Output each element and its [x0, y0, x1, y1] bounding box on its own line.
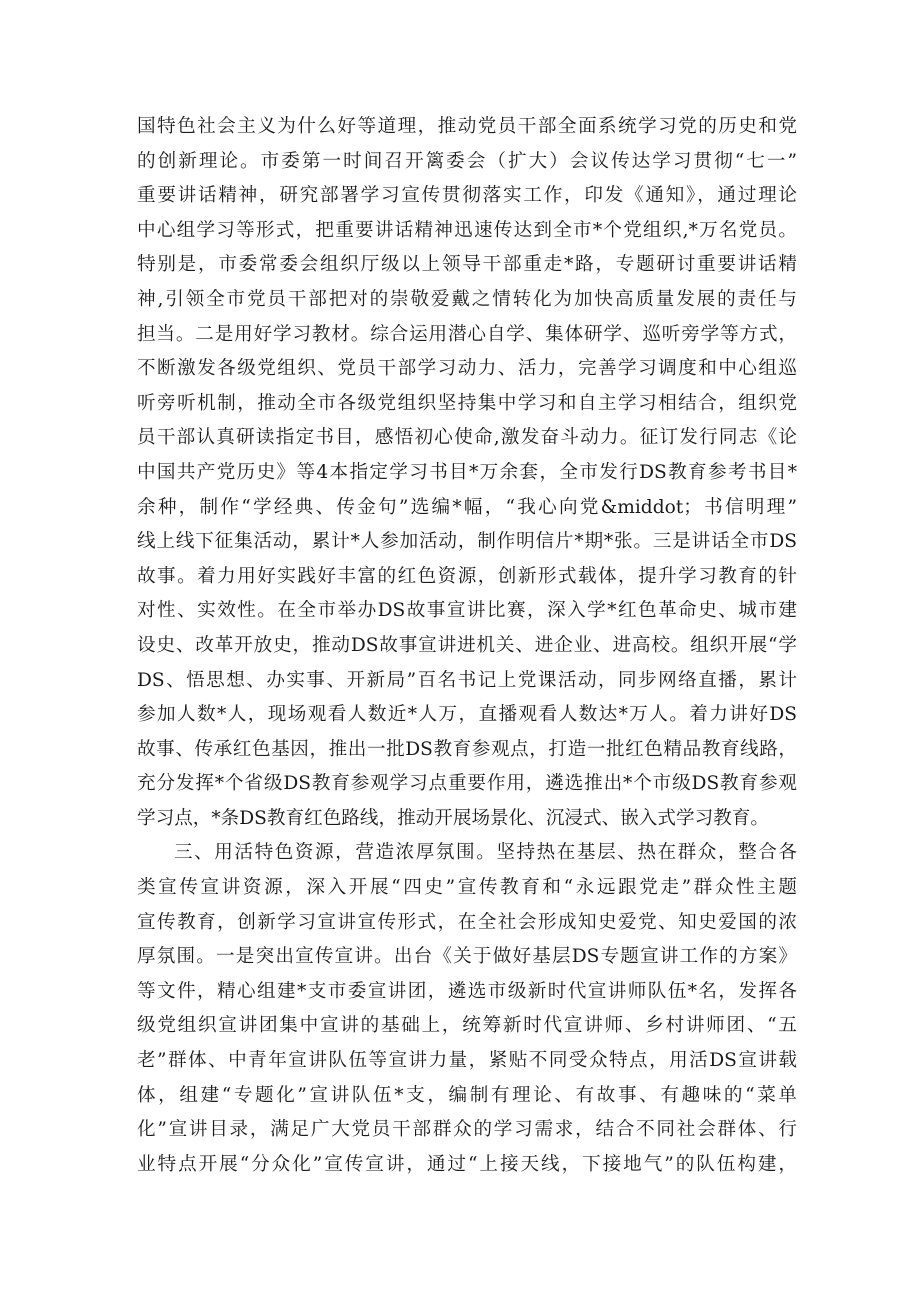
text-line: 级党组织宣讲团集中宣讲的基础上，统筹新时代宣讲师、乡村讲师团、“五 [137, 1015, 797, 1037]
text-line: DS、悟思想、办实事、开新局”百名书记上党课活动，同步网络直播，累计 [137, 669, 797, 691]
text-line: 类宣传宣讲资源，深入开展“四史”宣传教育和“永远跟党走”群众性主题 [137, 877, 797, 899]
text-line: 余种，制作“学经典、传金句”选编*幅，“我心向党&middot；书信明理” [137, 496, 797, 518]
text-line: 神,引领全市党员干部把对的崇敬爱戴之情转化为加快高质量发展的责任与 [137, 288, 797, 310]
text-line: 对性、实效性。在全市举办DS故事宣讲比赛，深入学*红色革命史、城市建 [137, 600, 797, 622]
text-line: 中心组学习等形式，把重要讲话精神迅速传达到全市*个党组织,*万名党员。 [137, 219, 797, 241]
text-line: 宣传教育，创新学习宣讲宣传形式，在全社会形成知史爱党、知史爱国的浓 [137, 911, 797, 933]
text-line: 故事、传承红色基因，推出一批DS教育参观点，打造一批红色精品教育线路， [137, 738, 797, 760]
document-body [137, 110, 797, 1182]
text-line: 员干部认真研读指定书目，感悟初心使命,激发奋斗动力。征订发行同志《论 [137, 427, 797, 449]
text-line: 等文件，精心组建*支市委宣讲团，遴选市级新时代宣讲师队伍*名，发挥各 [137, 980, 797, 1002]
text-line: 线上线下征集活动，累计*人参加活动，制作明信片*期*张。三是讲话全市DS [137, 531, 797, 553]
text-line: 特别是，市委常委会组织厅级以上领导干部重走*路，专题研讨重要讲话精 [137, 254, 797, 276]
text-line: 厚氛围。一是突出宣传宣讲。出台《关于做好基层DS专题宣讲工作的方案》 [137, 946, 797, 968]
text-line: 的创新理论。市委第一时间召开篱委会（扩大）会议传达学习贯彻“七一” [137, 150, 797, 172]
text-line: 体，组建“专题化”宣讲队伍*支，编制有理论、有故事、有趣味的“菜单 [137, 1084, 797, 1106]
text-line: 不断激发各级党组织、党员干部学习动力、活力，完善学习调度和中心组巡 [137, 358, 797, 380]
text-line: 参加人数*人，现场观看人数近*人万，直播观看人数达*万人。着力讲好DS [137, 704, 797, 726]
section-heading-line: 三、用活特色资源，营造浓厚氛围。坚持热在基层、热在群众，整合各 [174, 842, 797, 864]
text-line: 担当。二是用好学习教材。综合运用潜心自学、集体研学、巡听旁学等方式， [137, 323, 797, 345]
text-line: 重要讲话精神，研究部署学习宣传贯彻落实工作，印发《通知》，通过理论 [137, 185, 797, 207]
text-line: 化”宣讲目录，满足广大党员干部群众的学习需求，结合不同社会群体、行 [137, 1119, 797, 1141]
text-line: 中国共产党历史》等4本指定学习书目*万余套，全市发行DS教育参考书目* [137, 461, 797, 483]
text-line: 充分发挥*个省级DS教育参观学习点重要作用，遴选推出*个市级DS教育参观 [137, 773, 797, 795]
text-line: 听旁听机制，推动全市各级党组织坚持集中学习和自主学习相结合，组织党 [137, 392, 797, 414]
text-line: 学习点，*条DS教育红色路线，推动开展场景化、沉浸式、嵌入式学习教育。 [137, 807, 769, 829]
text-line: 设史、改革开放史，推动DS故事宣讲进机关、进企业、进高校。组织开展“学 [137, 634, 797, 656]
text-line: 故事。着力用好实践好丰富的红色资源，创新形式载体，提升学习教育的针 [137, 565, 797, 587]
text-line: 业特点开展“分众化”宣传宣讲，通过“上接天线，下接地气”的队伍构建， [137, 1153, 797, 1175]
text-line: 老”群体、中青年宣讲队伍等宣讲力量，紧贴不同受众特点，用活DS宣讲载 [137, 1050, 797, 1072]
text-line: 国特色社会主义为什么好等道理，推动党员干部全面系统学习党的历史和党 [137, 116, 797, 137]
